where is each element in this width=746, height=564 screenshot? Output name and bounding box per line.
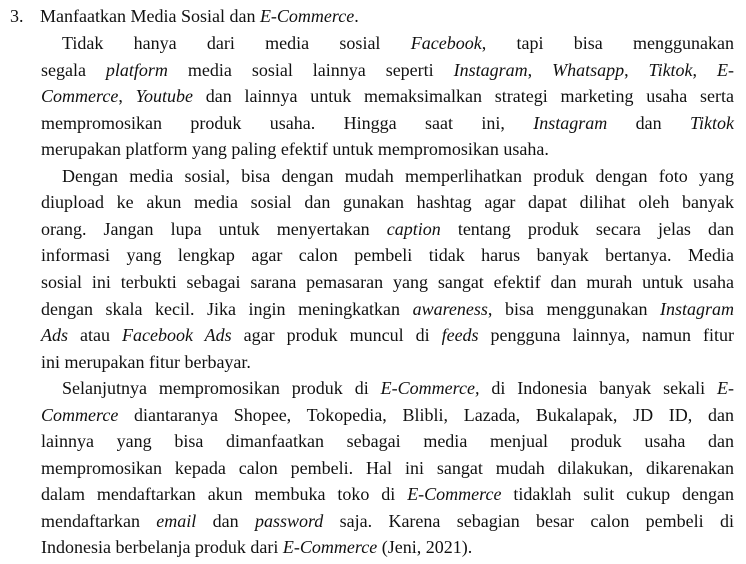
text-segment: , (624, 59, 649, 80)
text-line (62, 163, 734, 190)
italic-text: Whatsapp (552, 59, 625, 80)
text-line (41, 189, 734, 216)
text-segment: diupload ke akun media sosial dan gunakan hashtag agar dapat dilihat oleh banyak (41, 192, 734, 213)
italic-text: caption (386, 218, 441, 239)
text-line (41, 481, 734, 508)
italic-text: platform (105, 59, 168, 80)
italic-text: Instagram (453, 59, 528, 80)
text-segment: agar produk muncul di (231, 325, 442, 346)
text-segment: Indonesia berbelanja produk dari (41, 537, 283, 558)
text-segment: pengguna lainnya, namun fitur (478, 325, 734, 346)
italic-text: Facebook Ads (121, 325, 232, 346)
text-segment: diantaranya Shopee, Tokopedia, Blibli, Lazada, Bukalapak, JD ID, dan (118, 404, 734, 425)
text-line (41, 216, 734, 243)
text-line (41, 349, 734, 376)
italic-text: Ads (41, 325, 68, 346)
text-segment: di Indonesia banyak sekali (479, 378, 717, 399)
italic-text: feeds (441, 325, 479, 346)
text-segment: dan (607, 112, 691, 133)
text-segment: mempromosikan kepada calon pembeli. Hal ini sangat mudah dilakukan, dikarenakan (41, 457, 734, 478)
text-line (41, 428, 734, 455)
text-segment: Selanjutnya mempromosikan produk di (62, 378, 381, 399)
italic-text: Facebook (410, 33, 482, 53)
text-segment: tentang produk secara jelas dan (440, 218, 734, 239)
text-segment: media sosial lainnya seperti (167, 59, 454, 80)
text-segment: mendaftarkan (41, 510, 157, 531)
text-line (41, 269, 734, 296)
italic-text: Instagram (533, 112, 608, 133)
text-line (41, 136, 734, 163)
text-line (41, 242, 734, 269)
text-segment: orang. Jangan lupa untuk menyertakan (41, 218, 387, 239)
text-line (41, 402, 734, 429)
text-segment: Dengan media sosial, bisa dengan mudah memperlihatkan produk dengan foto yang (62, 165, 734, 186)
text-segment: ini merupakan fitur berbayar. (41, 351, 251, 372)
italic-text: Instagram (659, 298, 734, 319)
text-line (41, 83, 734, 110)
text-segment: dan (196, 510, 255, 531)
text-segment: (Jeni, 2021). (377, 537, 473, 558)
italic-text: password (254, 510, 324, 531)
italic-text: email (156, 510, 197, 531)
italic-text: awareness (412, 298, 488, 319)
text-segment: merupakan platform yang paling efektif untuk mempromosikan usaha. (41, 139, 549, 160)
section-number: 3. (10, 6, 24, 26)
italic-text: Commerce (41, 86, 119, 107)
text-line (41, 508, 734, 535)
text-line (41, 455, 734, 482)
text-segment: atau (68, 325, 122, 346)
text-line (41, 322, 734, 349)
text-line (41, 296, 734, 323)
section-heading (10, 3, 359, 30)
italic-text: Tiktok (648, 59, 693, 80)
italic-text: E- (717, 378, 734, 399)
text-segment: , (527, 59, 553, 80)
text-segment: Tidak hanya dari media sosial (62, 33, 411, 53)
italic-text: Tiktok (690, 112, 735, 133)
text-segment: segala (41, 59, 106, 80)
text-line (41, 534, 734, 561)
text-segment: , bisa menggunakan (487, 298, 660, 319)
section-title: Manfaatkan Media Sosial dan (40, 6, 260, 26)
italic-text: E-Commerce, (380, 378, 480, 399)
text-line (62, 375, 734, 402)
text-line (62, 30, 734, 57)
italic-text: Commerce (41, 404, 119, 425)
text-segment: dan lainnya untuk memaksimalkan strategi marketing usaha serta (192, 86, 735, 107)
italic-text: Youtube (135, 86, 193, 107)
section-title-italic: E-Commerce (259, 6, 355, 26)
text-segment: , (118, 86, 136, 107)
text-segment: , tapi bisa menggunakan (481, 33, 734, 53)
text-segment: tidaklah sulit cukup dengan (501, 484, 734, 505)
text-segment: informasi yang lengkap agar calon pembeli tidak harus banyak bertanya. Media (41, 245, 734, 266)
italic-text: E-Commerce (282, 537, 378, 558)
text-line (41, 57, 734, 84)
text-segment: dalam mendaftarkan akun membuka toko di (41, 484, 408, 505)
text-segment: lainnya yang bisa dimanfaatkan sebagai media menjual produk usaha dan (41, 431, 734, 452)
text-segment: , (692, 59, 717, 80)
text-segment: saja. Karena sebagian besar calon pembeli di (323, 510, 734, 531)
text-segment: mempromosikan produk usaha. Hingga saat ini, (41, 112, 534, 133)
italic-text: E- (717, 59, 734, 80)
text-segment: sosial ini terbukti sebagai sarana pemasaran yang sangat efektif dan murah untuk usaha (41, 271, 734, 292)
section-title-end: . (354, 6, 359, 26)
text-line (41, 110, 734, 137)
italic-text: E-Commerce (407, 484, 502, 505)
text-segment: dengan skala kecil. Jika ingin meningkatkan (41, 298, 413, 319)
